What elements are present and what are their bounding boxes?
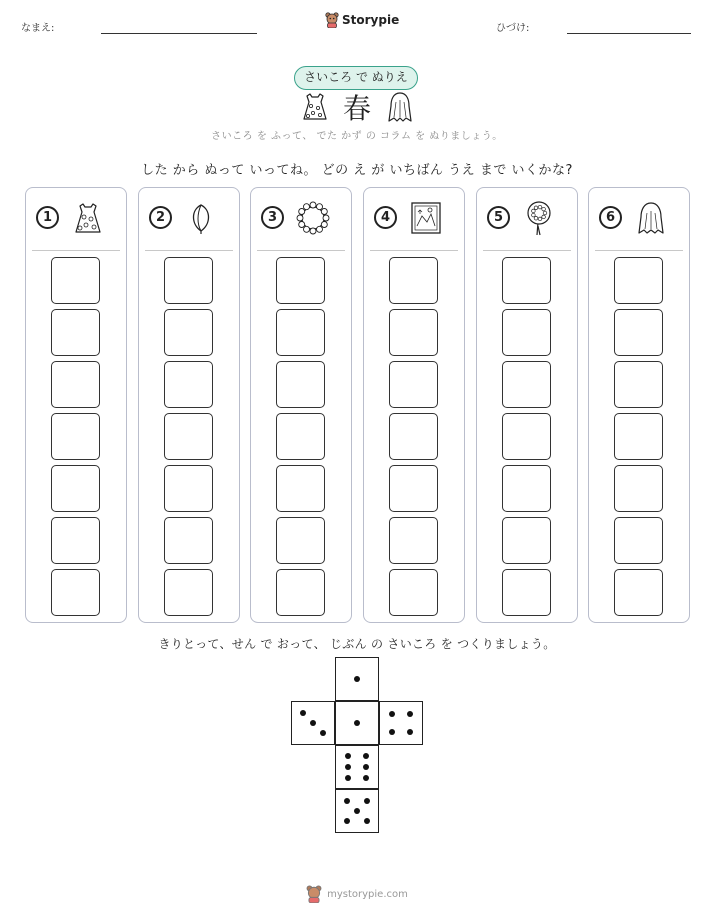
coloring-box[interactable] <box>502 361 551 408</box>
title-pill: さいころ で ぬりえ <box>294 66 418 90</box>
coloring-box[interactable] <box>276 569 325 616</box>
dice-pip <box>407 729 413 735</box>
coloring-box[interactable] <box>164 257 213 304</box>
column-number-badge: 4 <box>374 206 397 229</box>
dice-pip <box>344 818 350 824</box>
brand-logo <box>325 12 399 28</box>
ghost-icon <box>384 90 416 124</box>
column-header <box>139 198 239 240</box>
column-divider <box>483 250 571 251</box>
coloring-box[interactable] <box>614 309 663 356</box>
coloring-box[interactable] <box>389 517 438 564</box>
dice-pip <box>389 711 395 717</box>
color-column-4 <box>363 187 465 623</box>
coloring-box[interactable] <box>614 361 663 408</box>
column-divider <box>32 250 120 251</box>
column-number-badge: 3 <box>261 206 284 229</box>
bear-mascot-icon <box>325 12 339 28</box>
column-divider <box>370 250 458 251</box>
footer-url[interactable]: mystorypie.com <box>327 888 408 900</box>
ghost-icon <box>633 200 669 236</box>
coloring-box[interactable] <box>276 309 325 356</box>
coloring-box[interactable] <box>614 517 663 564</box>
coloring-box[interactable] <box>614 569 663 616</box>
dice-face-4 <box>379 701 423 745</box>
coloring-box[interactable] <box>51 517 100 564</box>
column-divider <box>257 250 345 251</box>
coloring-box[interactable] <box>276 413 325 460</box>
dice-pip <box>344 798 350 804</box>
column-divider <box>595 250 683 251</box>
dice-instruction: きりとって、せん で おって、 じぶん の さいころ を つくりましょう。 <box>158 637 556 651</box>
coloring-box[interactable] <box>276 517 325 564</box>
coloring-box[interactable] <box>51 309 100 356</box>
brand-name: Storypie <box>342 13 400 27</box>
coloring-box[interactable] <box>389 309 438 356</box>
coloring-box[interactable] <box>502 517 551 564</box>
dice-face-6 <box>335 745 379 789</box>
dice-pip <box>345 775 351 781</box>
subtitle: さいころ を ふって、 でた かず の コラム を ぬりましょう。 <box>211 131 503 142</box>
column-number-badge: 5 <box>487 206 510 229</box>
coloring-box[interactable] <box>614 257 663 304</box>
coloring-box[interactable] <box>389 361 438 408</box>
flower-wreath-icon <box>295 200 331 236</box>
dice-pip <box>364 818 370 824</box>
dice-pip <box>364 798 370 804</box>
coloring-box[interactable] <box>502 309 551 356</box>
date-label: ひづけ: <box>496 23 530 34</box>
coloring-box[interactable] <box>502 569 551 616</box>
name-line <box>101 33 257 34</box>
coloring-box[interactable] <box>502 465 551 512</box>
dice-pip <box>345 764 351 770</box>
bear-mascot-icon <box>306 885 322 903</box>
coloring-box[interactable] <box>51 257 100 304</box>
tulip-bud-icon <box>183 200 219 236</box>
coloring-box[interactable] <box>389 413 438 460</box>
dice-pip <box>320 730 326 736</box>
coloring-box[interactable] <box>502 413 551 460</box>
footer <box>0 885 714 903</box>
dice-pip <box>310 720 316 726</box>
coloring-box[interactable] <box>502 257 551 304</box>
color-column-2 <box>138 187 240 623</box>
dice-face-1 <box>335 701 379 745</box>
dice-face-5 <box>335 789 379 833</box>
dice-pip <box>389 729 395 735</box>
dice-face-3 <box>291 701 335 745</box>
blossom-tree-icon <box>521 200 557 236</box>
date-line <box>567 33 691 34</box>
coloring-box[interactable] <box>164 569 213 616</box>
dice-pip <box>407 711 413 717</box>
column-number-badge: 2 <box>149 206 172 229</box>
coloring-box[interactable] <box>276 465 325 512</box>
dice-pip <box>363 764 369 770</box>
color-column-6 <box>588 187 690 623</box>
column-divider <box>145 250 233 251</box>
color-column-5 <box>476 187 578 623</box>
column-header <box>589 198 689 240</box>
coloring-box[interactable] <box>164 517 213 564</box>
coloring-box[interactable] <box>389 569 438 616</box>
dice-pip <box>363 775 369 781</box>
spring-scene-picture-icon <box>408 200 444 236</box>
coloring-box[interactable] <box>164 361 213 408</box>
dice-pip <box>300 710 306 716</box>
page-title: 春 <box>342 92 371 125</box>
column-header <box>364 198 464 240</box>
coloring-box[interactable] <box>614 465 663 512</box>
dice-pip <box>363 753 369 759</box>
coloring-box[interactable] <box>276 361 325 408</box>
coloring-box[interactable] <box>389 257 438 304</box>
coloring-box[interactable] <box>51 413 100 460</box>
color-column-3 <box>250 187 352 623</box>
column-number-badge: 1 <box>36 206 59 229</box>
dice-pip <box>354 720 360 726</box>
color-column-1 <box>25 187 127 623</box>
name-label: なまえ: <box>21 23 55 34</box>
dress-icon <box>299 91 331 123</box>
column-header <box>477 198 577 240</box>
dress-icon <box>70 200 106 236</box>
dice-pip <box>354 808 360 814</box>
coloring-box[interactable] <box>276 257 325 304</box>
coloring-box[interactable] <box>51 465 100 512</box>
coloring-box[interactable] <box>164 309 213 356</box>
coloring-box[interactable] <box>614 413 663 460</box>
instruction: した から ぬって いってね。 どの え が いちばん うえ まで いくかな? <box>141 163 573 178</box>
coloring-box[interactable] <box>164 413 213 460</box>
coloring-box[interactable] <box>51 361 100 408</box>
dice-pip <box>345 753 351 759</box>
coloring-box[interactable] <box>164 465 213 512</box>
column-header <box>26 198 126 240</box>
column-header <box>251 198 351 240</box>
dice-face-1 <box>335 657 379 701</box>
dice-pip <box>354 676 360 682</box>
coloring-box[interactable] <box>51 569 100 616</box>
column-number-badge: 6 <box>599 206 622 229</box>
coloring-box[interactable] <box>389 465 438 512</box>
